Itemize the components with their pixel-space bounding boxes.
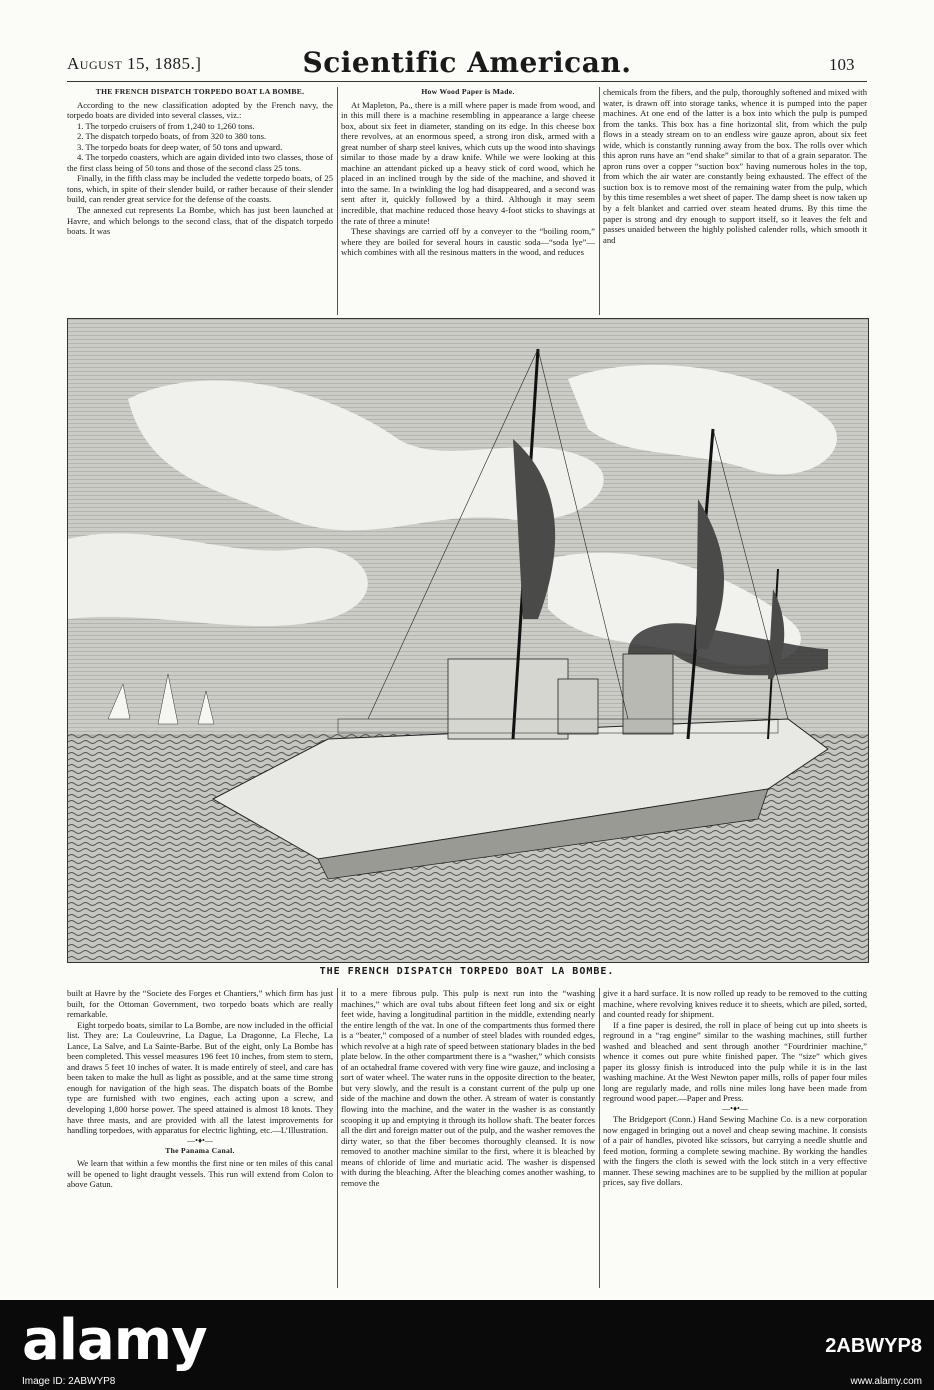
section-separator: —•♦•— (187, 1135, 213, 1145)
paragraph: 2. The dispatch torpedo boats, of from 320 to 380 tons. (77, 131, 267, 142)
article-column-6 (603, 988, 867, 1288)
column-divider (337, 87, 338, 315)
paragraph: If a fine paper is desired, the roll in place of being cut up into sheets is reground in a “rag engine” similar to the washing machines, still further washed and bleached and sent through another “Fourdrinier machine,” whence it comes out pure white finished paper. The “size” which gives paper its glossy finish is introduced into the pulp while it is in the last washing machine. At the West Newton paper mills, rolls of paper four miles long are regularly made, and rolls nine miles long have been made from reground wood paper.—Paper and Press. (603, 1019, 867, 1104)
paragraph: Finally, in the fifth class may be included the vedette torpedo boats, of 25 tons, which, in spite of their slender build, or rather because of their slender build, can render great service for the defense of the coasts. (67, 173, 333, 205)
figure-caption: THE FRENCH DISPATCH TORPEDO BOAT LA BOMBE. (319, 966, 615, 977)
article-column-4 (67, 988, 333, 1288)
section-separator: —•♦•— (722, 1104, 748, 1114)
column-divider (599, 87, 600, 315)
alamy-logo: alamy (22, 1308, 207, 1373)
paragraph: We learn that within a few months the first nine or ten miles of this canal will be opened to light draught vessels. This run will extend from Colon to above Gatun. (67, 1158, 333, 1190)
banner-url: www.alamy.com (850, 1376, 922, 1387)
page-number: 103 (829, 55, 855, 74)
column-divider (337, 988, 338, 1288)
paragraph: According to the new classification adopted by the French navy, the torpedo boats are divided into several classes, viz.: (67, 99, 333, 121)
engraving-image (68, 319, 868, 962)
paragraph: The annexed cut represents La Bombe, which has just been launched at Havre, and which belongs to the second class, that of the dispatch torpedo boats. It was (67, 205, 333, 237)
article-column-5 (341, 988, 595, 1288)
article-heading-torpedo: THE FRENCH DISPATCH TORPEDO BOAT LA BOMBE. (95, 87, 305, 96)
article-column-1 (67, 87, 333, 315)
paragraph: At Mapleton, Pa., there is a mill where paper is made from wood, and in this mill there is a machine resembling in appearance a large cheese box, about six feet in diameter, standing on its edge. In this cheese box there revolves, at an enormous speed, a strong iron disk, armed with a great number of sharp steel knives, which cuts up the wood into shavings similar to those made by a draw knife. While we were looking at this machine an attendant picked up a heavy stick of cord wood, which he placed in an inclined trough by the side of the machine, and shoved it into the same. In a twinkling the log had disappeared, and a second was sent after it, quickly followed by a third. Although it may seem incredible, that machine reduced those heavy 4-foot sticks to shavings at the rate of three a minute! (341, 99, 595, 226)
column-divider (599, 988, 600, 1288)
header-rule (67, 81, 867, 82)
issue-date: August 15, 1885.] (67, 54, 202, 73)
paragraph: give it a hard surface. It is now rolled up ready to be removed to the cutting machine, where revolving knives reduce it to sheets, which are piled, sorted, and counted ready for shipment. (603, 988, 867, 1020)
paragraph: Eight torpedo boats, similar to La Bombe, are now included in the official list. They are: La Couleuvrine, La Dague, La Dragonne, La Fleche, La Lance, La Salve, and La Sainte-Barbe. But of the eight, only La Bombe has been completed. This vessel measures 196 feet 10 inches, from stem to stern, and draws 5 feet 10 inches of water. It is made entirely of steel, and care has been taken to make the hull as light as possible, and at the same time strong enough for navigation of the high seas. The dispatch boats of the Bombe type are furnished with two engines, each acting upon a screw, and developing 1,800 horse power. The speed attained is almost 18 knots. They have three masts, and are provided with all the latest improvements for handling torpedoes, with apparatus for electric lighting, etc.—L’Illustration. (67, 1019, 333, 1136)
paragraph: chemicals from the fibers, and the pulp, thoroughly softened and mixed with water, is drawn off into storage tanks, whence it is pumped into the paper machines. At one end of the latter is a box into which the pulp is pumped from the tanks. This box has a fine horizontal slit, from which the pulp flows in a steady stream on to an endless wire gauze apron, about six feet wide, which is constantly running away from the box. The rolls over which this apron runs have an “end shake” similar to that of a grain separator. The apron runs over a copper “suction box” having numerous holes in the top, from which the air water are constantly being exhausted. The effect of the suction box is to remove most of the remaining water from the pulp, which by this time resembles a wet sheet of paper. The damp sheet is now taken up by a felt blanket and carried over steam heated drums. By this time the paper is strong and dry enough to support itself, so it leaves the felt and passes unaided between the highly polished calender rolls, which smooth it and (603, 87, 867, 245)
paragraph: The Bridgeport (Conn.) Hand Sewing Machine Co. is a new corporation now engaged in bringing out a novel and cheap sewing machine. It consists of a pair of handles, pivoted like scissors, but carrying a needle shuttle and feed motion, forming a complete sewing machine. By working the handles with the fingers the cloth is sewed with the lock stitch in a very effective manner. These sewing machines are to be supplied by the million at popular prices, say five dollars. (603, 1114, 867, 1188)
image-code: 2ABWYP8 (825, 1335, 922, 1357)
article-heading-panama: The Panama Canal. (165, 1145, 235, 1155)
paragraph: 1. The torpedo cruisers of from 1,240 to 1,260 tons. (77, 120, 255, 131)
paragraph: These shavings are carried off by a conveyer to the “boiling room,” where they are boiled for several hours in caustic soda—“soda lye”—which combines with all the resinous matters in the wood, and reduces (341, 226, 595, 258)
paragraph: built at Havre by the “Societe des Forges et Chantiers,” which firm has just built, for the Ottoman Government, two torpedo boats which are really remarkable. (67, 988, 333, 1020)
torpedo-boat-engraving (67, 318, 869, 963)
article-heading-wood-paper: How Wood Paper is Made. (421, 87, 515, 96)
article-column-3 (603, 87, 867, 315)
article-column-2 (341, 87, 595, 315)
paragraph: 3. The torpedo boats for deep water, of 50 tons and upward. (77, 141, 283, 152)
paragraph: 4. The torpedo coasters, which are again divided into two classes, those of the first class being of 50 tons and those of the second class 25 tons. (67, 152, 333, 173)
image-id-label: Image ID: 2ABWYP8 (22, 1376, 116, 1387)
masthead-title: Scientific American. (302, 46, 632, 79)
paragraph: it to a mere fibrous pulp. This pulp is next run into the “washing machines,” which are oval tubs about fifteen feet long and six or eight feet wide, having a longitudinal partition in the middle, extending nearly the entire length of the vat. In one of the compartments thus formed there is a “beater,” composed of a number of steel blades with rounded edges, which revolve at a high rate of speed between stationary blades in the bed plate below. In the other compartment there is a “washer,” which consists of an octahedral frame covered with very fine wire gauze, and inclosing a sort of water wheel. The water runs in the opposite direction to the beater, but very slowly, and the result is a constant current of the pulp up one side of the machine and down the other. A stream of water is constantly flowing into the machine, and the water in the washer is as constantly scooping it up and emptying it through its hollow shaft. The beater forces all the dirt and foreign matter out of the pulp, and the washer removes the dirty water, so that the fiber becomes thoroughly cleansed. It is now removed to another machine similar to the first, where it is bleached by means of chloride of lime and muriatic acid. The washer is dispensed with during the bleaching. After the bleaching comes another washing, to remove the (341, 988, 595, 1188)
